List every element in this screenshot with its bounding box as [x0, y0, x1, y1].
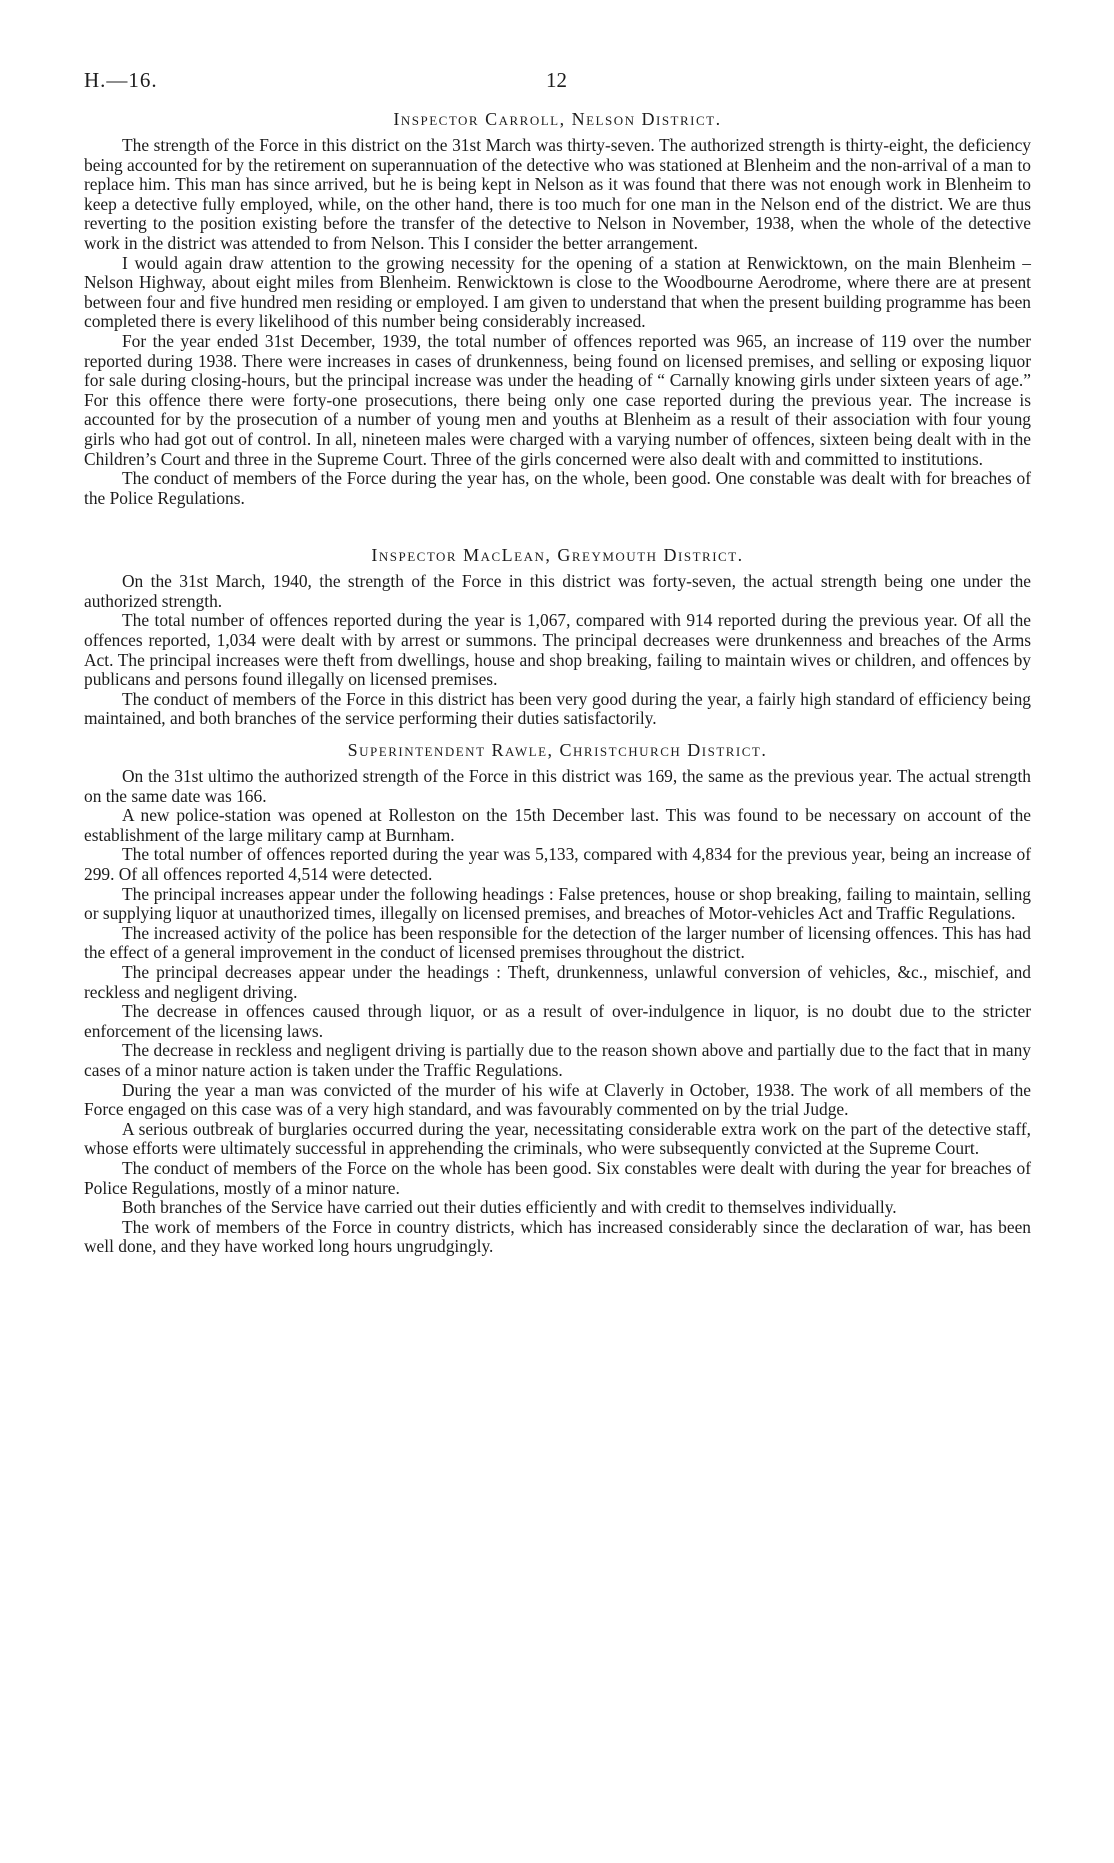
section-greymouth-district: [84, 544, 1031, 729]
paragraph: The decrease in reckless and negligent driving is partially due to the reason shown above and partially due to the fact that in many cases of a minor nature action is taken under the Traffic Regulations.: [84, 1040, 1031, 1080]
section-heading: Superintendent Rawle, Christchurch District.: [347, 740, 768, 761]
paragraph: I would again draw attention to the growing necessity for the opening of a station at Renwicktown, on the main Blenheim – Nelson Highway, about eight miles from Blenheim. Renwicktown is close to the Woodbourne Aerodrome, where there are at present between four and five hundred men residing or employed. I am given to understand that when the present building programme has been completed there is every likelihood of this number being considerably increased.: [84, 252, 1031, 332]
section-heading: Inspector Carroll, Nelson District.: [393, 109, 722, 129]
page-reference: H.—16.: [84, 68, 158, 92]
section-spacer: [84, 729, 1031, 735]
paragraph: The work of members of the Force in country districts, which has increased considerably since the declaration of war, has been well done, and they have worked long hours ungrudgingly.: [84, 1216, 1031, 1257]
paragraph: On the 31st March, 1940, the strength of the Force in this district was forty-seven, the actual strength being one under the authorized strength.: [84, 571, 1031, 611]
paragraph: The conduct of members of the Force on the whole has been good. Six constables were dealt with during the year for breaches of Police Regulations, mostly of a minor nature.: [84, 1157, 1031, 1198]
paragraph: During the year a man was convicted of the murder of his wife at Claverly in October, 1938. The work of all members of the Force engaged on this case was of a very high standard, and was favourably commented on by the trial Judge.: [84, 1079, 1031, 1120]
document-page: [84, 68, 1031, 1257]
page-header: [84, 68, 1031, 104]
paragraph: The conduct of members of the Force in this district has been very good during the year, a fairly high standard of efficiency being maintained, and both branches of the service performing their duties satisfactorily.: [84, 688, 1031, 729]
paragraph: The principal increases appear under the following headings : False pretences, house or shop breaking, failing to maintain, selling or supplying liquor at unauthorized times, illegally on licensed premises, and breaches of Motor-vehicles Act and Traffic Regulations.: [84, 883, 1031, 924]
section-spacer: [84, 508, 1031, 540]
paragraph: A serious outbreak of burglaries occurred during the year, necessitating considerable extra work on the part of the detective staff, whose efforts were ultimately successful in apprehending the criminals, who were subsequently convicted at the Supreme Court.: [84, 1118, 1031, 1159]
paragraph: The decrease in offences caused through liquor, or as a result of over-indulgence in liquor, is no doubt due to the stricter enforcement of the licensing laws.: [84, 1001, 1031, 1041]
paragraph: The increased activity of the police has been responsible for the detection of the larger number of licensing offences. This has had the effect of a general improvement in the conduct of licensed premises throughout the district.: [84, 922, 1031, 963]
section-christchurch-district: [84, 739, 1031, 1257]
paragraph: A new police-station was opened at Rolleston on the 15th December last. This was found to be necessary on account of the establishment of the large military camp at Burnham.: [84, 805, 1031, 845]
paragraph: For the year ended 31st December, 1939, the total number of offences reported was 965, an increase of 119 over the number reported during 1938. There were increases in cases of drunkenness, being found on licensed premises, and selling or exposing liquor for sale during closing-hours, but the principal increase was under the heading of “ Carnally knowing girls under sixteen years of age.” For this offence there were forty-one prosecutions, there being only one case reported during the previous year. The increase is accounted for by the prosecution of a number of young men and youths at Blenheim as a result of their association with four young girls who had got out of control. In all, nineteen males were charged with a varying number of offences, sixteen being dealt with in the Children’s Court and three in the Supreme Court. Three of the girls concerned were also dealt with and committed to institutions.: [84, 330, 1031, 469]
paragraph: The total number of offences reported during the year is 1,067, compared with 914 reported during the previous year. Of all the offences reported, 1,034 were dealt with by arrest or summons. The principal decreases were drunkenness and breaches of the Arms Act. The principal increases were theft from dwellings, house and shop breaking, failing to maintain wives or children, and offences by publicans and persons found illegally on licensed premises.: [84, 610, 1031, 690]
paragraph: The principal decreases appear under the headings : Theft, drunkenness, unlawful conversion of vehicles, &c., mischief, and reckless and negligent driving.: [84, 961, 1031, 1002]
paragraph: The conduct of members of the Force during the year has, on the whole, been good. One constable was dealt with for breaches of the Police Regulations.: [84, 468, 1031, 508]
paragraph: The total number of offences reported during the year was 5,133, compared with 4,834 for the previous year, being an increase of 299. Of all offences reported 4,514 were detected.: [84, 844, 1031, 884]
paragraph: On the 31st ultimo the authorized strength of the Force in this district was 169, the same as the previous year. The actual strength on the same date was 166.: [84, 766, 1031, 806]
paragraph: Both branches of the Service have carried out their duties efficiently and with credit to themselves individually.: [122, 1197, 897, 1218]
paragraph: The strength of the Force in this district on the 31st March was thirty-seven. The authorized strength is thirty-eight, the deficiency being accounted for by the retirement on superannuation of the detective who was stationed at Blenheim and the non-arrival of a man to replace him. This man has since arrived, but he is being kept in Nelson as it was found that there was not enough work in Blenheim to keep a detective fully employed, while, on the other hand, there is too much for one man in the Nelson end of the district. We are thus reverting to the position existing before the transfer of the detective to Nelson in November, 1938, when the whole of the detective work in the district was attended to from Nelson. This I consider the better arrangement.: [84, 135, 1031, 253]
section-nelson-district: [84, 108, 1031, 508]
page-number: 12: [546, 68, 567, 92]
section-heading: Inspector MacLean, Greymouth District.: [371, 545, 744, 566]
